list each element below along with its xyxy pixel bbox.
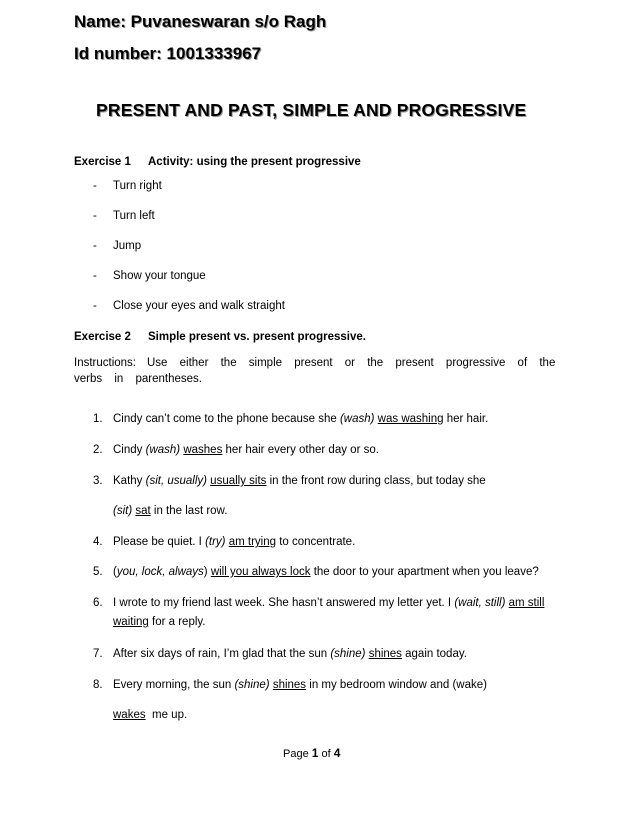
student-name: Name: Puvaneswaran s/o Ragh	[74, 12, 327, 31]
exercise1-item: Show your tongue	[113, 270, 206, 282]
instructions	[74, 355, 564, 387]
question-6: I wrote to my friend last week. She hasn’t answered my letter yet. I (wait, still) am still	[113, 597, 545, 609]
exercise1-label: Exercise 1	[74, 156, 131, 168]
answer: waiting	[113, 616, 149, 628]
verb-hint: (try)	[205, 536, 226, 548]
page-total: 4	[333, 746, 341, 760]
question-number: 3.	[93, 475, 103, 487]
exercise1-heading: Activity: using the present progressive	[148, 156, 361, 168]
instructions-label: Instructions:	[74, 357, 136, 369]
question-number: 2.	[93, 444, 103, 456]
student-id: Id number: 1001333967	[74, 44, 262, 63]
page-title: PRESENT AND PAST, SIMPLE AND PROGRESSIVE	[96, 100, 527, 120]
question-8-cont: wakes me up.	[113, 709, 188, 721]
question-3: Kathy (sit, usually) usually sits in the front row during class, but today she	[113, 475, 486, 487]
bullet: -	[93, 240, 97, 252]
answer: washes	[183, 444, 223, 456]
exercise1-item: Close your eyes and walk straight	[113, 300, 285, 312]
question-number: 7.	[93, 648, 103, 660]
question-2: Cindy (wash) washes her hair every other day or so.	[113, 444, 379, 456]
question-1: Cindy can’t come to the phone because she (wash) was washing her hair.	[113, 413, 489, 425]
exercise1-item: Turn left	[113, 210, 155, 222]
question-number: 6.	[93, 597, 103, 609]
question-number: 1.	[93, 413, 103, 425]
bullet: -	[93, 180, 97, 192]
answer: am still	[508, 597, 545, 609]
verb-hint: (wash)	[339, 413, 375, 425]
exercise2-heading: Simple present vs. present progressive.	[148, 331, 366, 343]
answer: will you always lock	[210, 566, 311, 578]
page-footer: Page 1 of 4	[283, 746, 341, 760]
question-number: 5.	[93, 566, 103, 578]
question-7: After six days of rain, I’m glad that the sun (shine) shines again today.	[113, 648, 467, 660]
question-6-cont: waiting for a reply.	[113, 616, 206, 628]
answer: am trying	[228, 536, 276, 548]
answer: usually sits	[210, 475, 267, 487]
exercise1-item: Jump	[113, 240, 142, 252]
question-5: (you, lock, always) will you always lock the door to your apartment when you leave?	[113, 566, 539, 578]
answer: wakes	[113, 709, 146, 721]
answer: shines	[272, 679, 307, 691]
answer: was washing	[377, 413, 444, 425]
exercise2-label: Exercise 2	[74, 331, 131, 343]
instructions-text: Use either the simple present or the present progressive of the verbs in parentheses.	[74, 357, 556, 385]
question-3-cont: (sit) sat in the last row.	[113, 505, 228, 517]
verb-hint: (sit, usually)	[145, 475, 207, 487]
bullet: -	[93, 270, 97, 282]
verb-hint: (wait, still)	[454, 597, 506, 609]
bullet: -	[93, 300, 97, 312]
answer: shines	[368, 648, 402, 660]
question-number: 8.	[93, 679, 103, 691]
answer: sat	[135, 505, 151, 517]
verb-hint: you, lock, always	[116, 566, 204, 578]
verb-hint: (wash)	[145, 444, 181, 456]
bullet: -	[93, 210, 97, 222]
verb-hint: (shine)	[234, 679, 270, 691]
question-4: Please be quiet. I (try) am trying to concentrate.	[113, 536, 356, 548]
question-8: Every morning, the sun (shine) shines in my bedroom window and (wake)	[113, 679, 487, 691]
verb-hint: (shine)	[330, 648, 366, 660]
verb-hint: (sit)	[113, 505, 133, 517]
page-number: 1	[311, 746, 319, 760]
exercise1-item: Turn right	[113, 180, 162, 192]
question-number: 4.	[93, 536, 103, 548]
